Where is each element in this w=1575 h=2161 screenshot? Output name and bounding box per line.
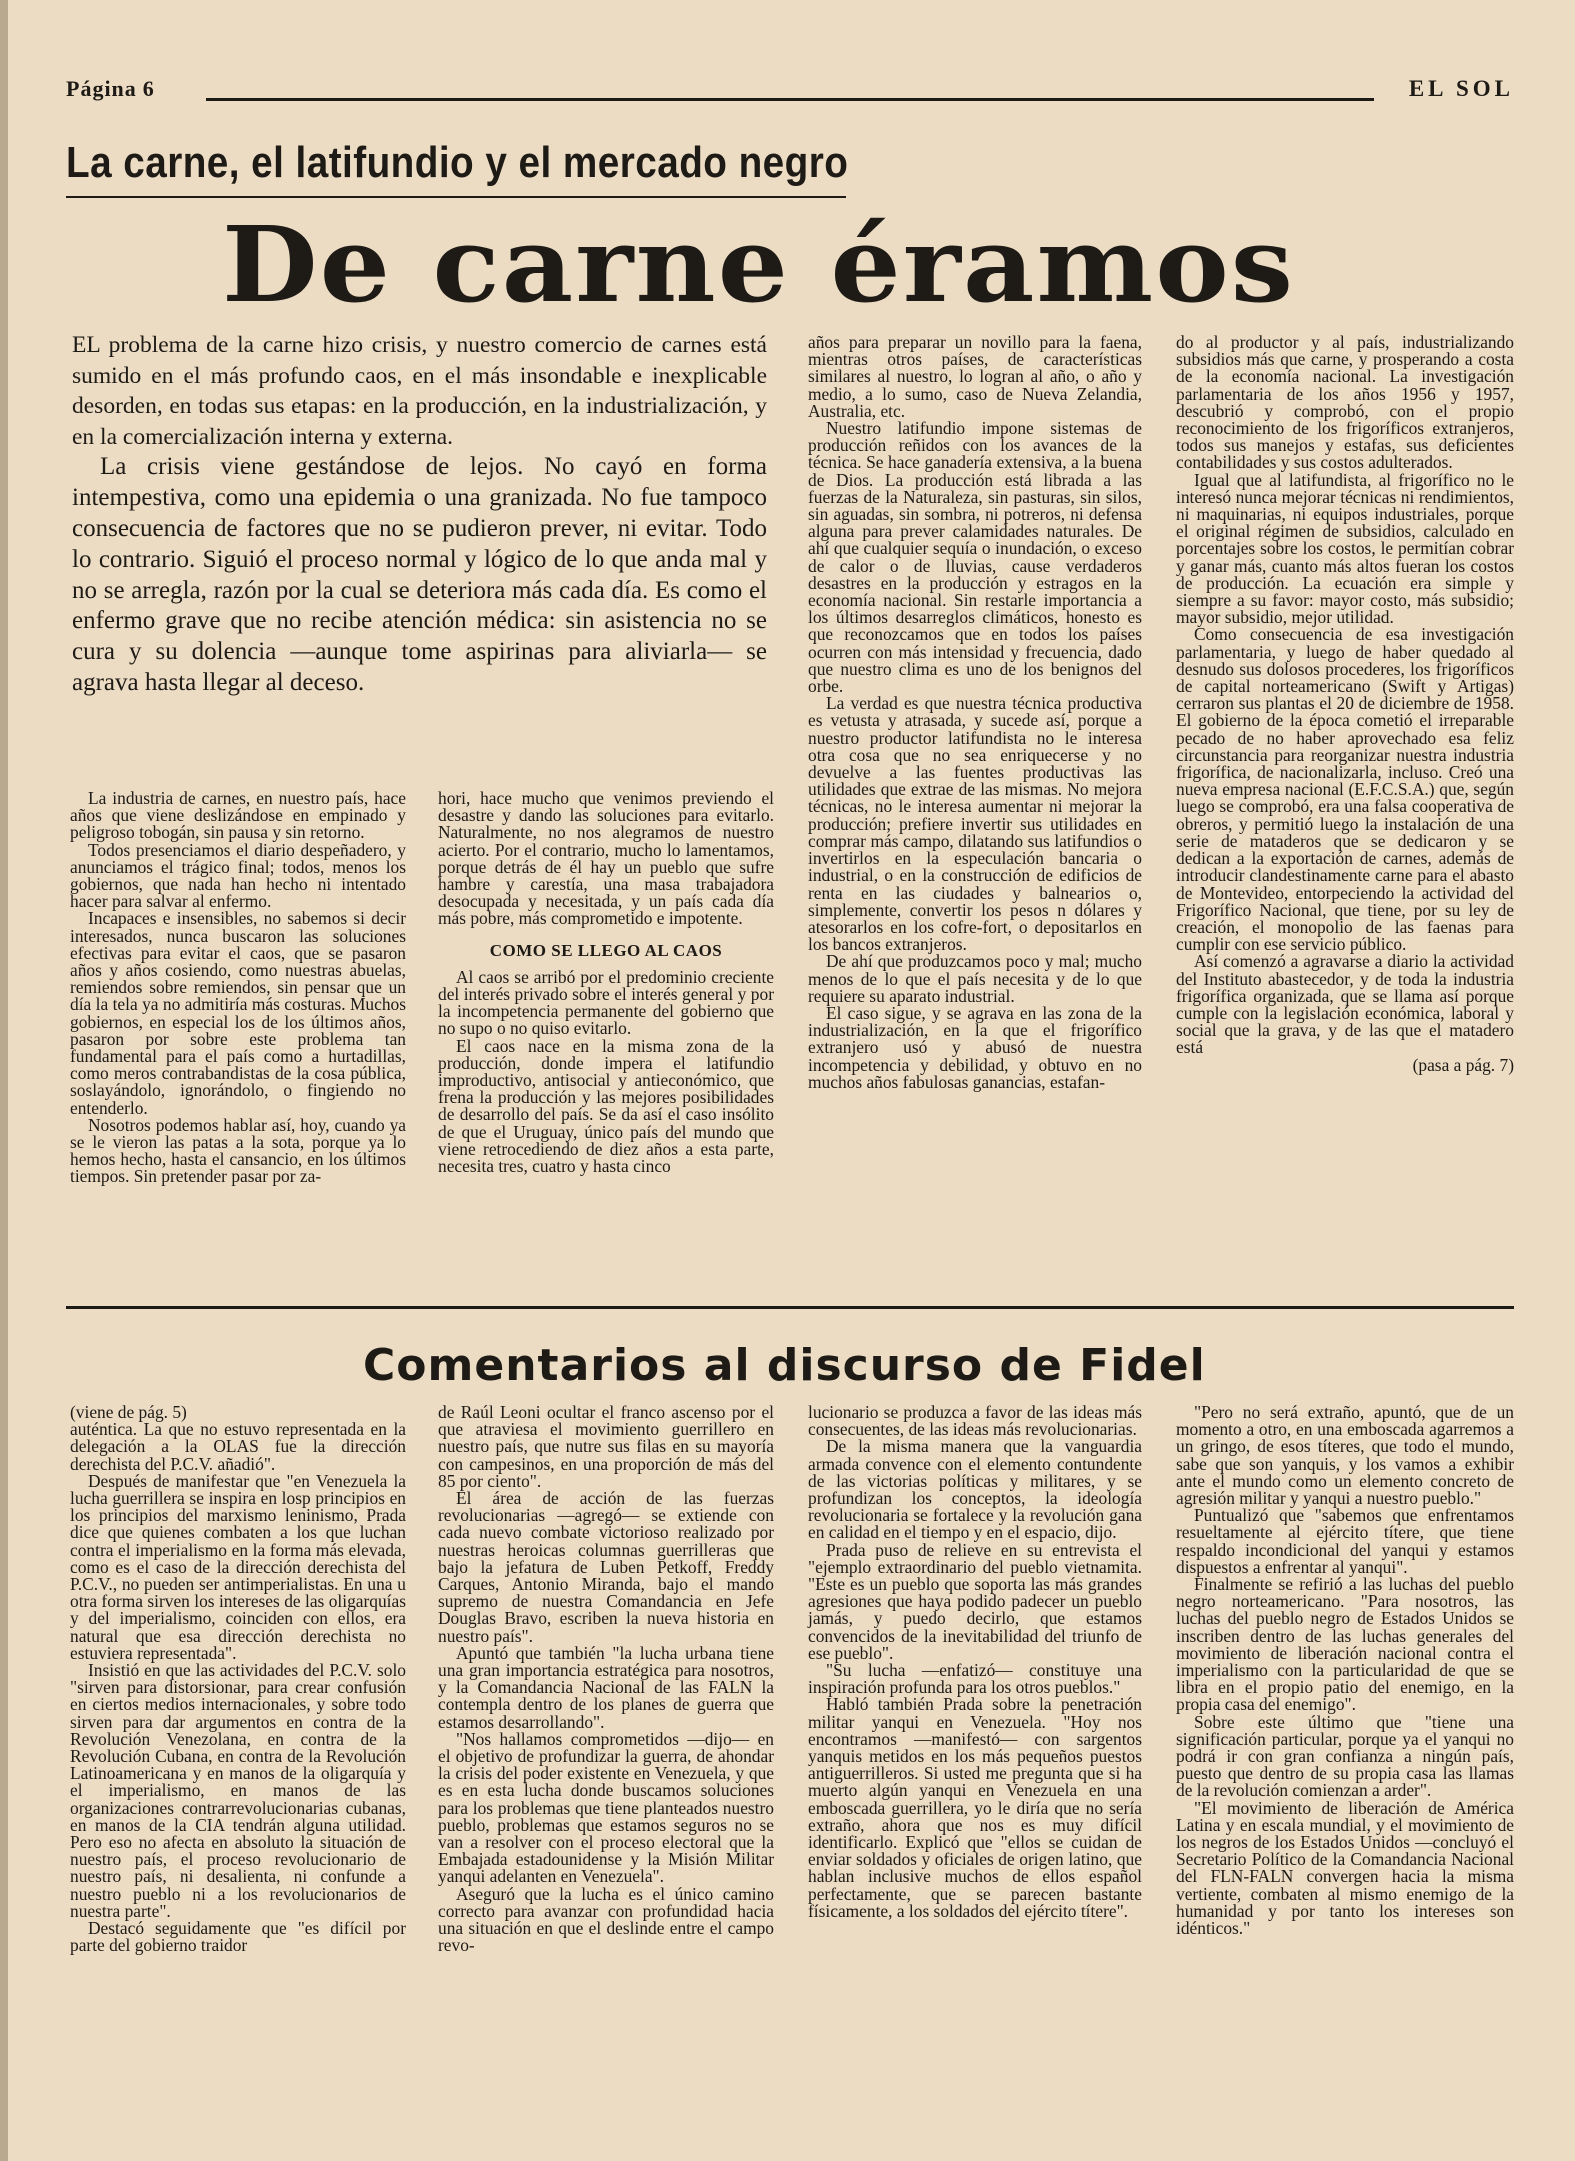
article-column-4 — [1176, 334, 1514, 1074]
paragraph: lucionario se produzca a favor de las ideas más consecuentes, de las ideas más revolucionarias. — [808, 1402, 1142, 1440]
paragraph: La verdad es que nuestra técnica productiva es vetusta y atrasada, y sucede así, porque a nuestro productor latifundista no le interesa otra cosa que no sea enriquecerse y no devuelve a las fuentes productivas las utilidades que extrae de las mismas. No mejora técnicas, no le interesa aumentar ni mejorar la producción; prefiere invertir sus utilidades en comprar más campo, dilatando sus latifundios o invertirlos en la especulación bancaria o industrial, o en la construcción de edificios de renta en las ciudades y balnearios o, simplemente, convertir los pesos n dólares y atesorarlos en los cofre-fort, o depositarlos en los bancos extranjeros. — [808, 693, 1142, 955]
newspaper-name: EL SOL — [1408, 76, 1514, 101]
paragraph: El área de acción de las fuerzas revolucionarias —agregó— se extiende con cada nuevo combate victorioso realizado por nuestras heroicas columnas guerrilleras que bajo la jefatura de Luben Petkoff, Freddy Carques, Antonio Miranda, bajo el mando supremo de nuestra Comandancia en Jefe Douglas Bravo, escriben la nueva historia en nuestro país". — [438, 1488, 774, 1646]
paragraph: El caso sigue, y se agrava en las zona de la industrialización, en la que el frigorífico extranjero usó y abusó de nuestra incompetencia y debilidad, y obtuvo en no muchos años fabulosas ganancias, estafan- — [808, 1002, 1142, 1092]
paragraph: Aseguró que la lucha es el único camino correcto para avanzar con profundidad hacia una situación en que el deslinde entre el campo revo- — [438, 1883, 774, 1956]
paragraph: El caos nace en la misma zona de la producción, donde impera el latifundio improductivo, antisocial y antieconómico, que frena la producción y las mejores posibilidades de desarrollo del país. Se da así el caso insólito de que el Uruguay, único país del mundo que viene retrocediendo de diez años a esta parte, necesita tres, cuatro y hasta cinco — [438, 1035, 774, 1177]
second-article-headline: Comentarios al discurso de Fidel — [363, 1340, 1206, 1391]
paragraph: Después de manifestar que "en Venezuela la lucha guerrillera se inspira en losp principios en los principios del marxismo leninismo, Prada dice que quienes combaten a los que luchan contra el imperialismo en la forma más elevada, como es el caso de la dirección derechista del P.C.V., no pueden ser antimperialistas. En una u otra forma sirven los intereses de las oligarquías y del imperialismo, coinciden con ellos, era natural que esa dirección derechista no estuviera representada". — [70, 1470, 406, 1663]
paragraph: De la misma manera que la vanguardia armada convence con el elemento contundente de las victorias políticas y militares, y se profundizan los conceptos, la ideología revolucionaria se fortalece y la revolución gana en calidad en el tiempo y en el espacio, dijo. — [808, 1436, 1142, 1543]
continued-from-note: (viene de pág. 5) — [70, 1402, 187, 1422]
continued-on-note: (pasa a pág. 7) — [1412, 1054, 1514, 1075]
paragraph: Sobre este último que "tiene una significación particular, porque ya el yanqui no podrá ir con gran confianza a ningún país, puesto que dentro de su propia casa las llamas de la revolución comienzan a arder". — [1176, 1711, 1514, 1801]
article-column-2 — [438, 790, 774, 1175]
page-label — [66, 76, 155, 102]
page-edge — [0, 0, 8, 2161]
paragraph: do al productor y al país, industrializando subsidios más que carne, y prosperando a costa de la economía nacional. La investigación parlamentaria de los años 1956 y 1957, descubrió y comprobó, con el propio reconocimiento de los frigoríficos extranjeros, todos sus manejos y estafas, sus deficientes contabilidades y sus costos adulterados. — [1176, 332, 1514, 473]
second-article-column-2 — [438, 1404, 774, 1955]
article-column-3 — [808, 334, 1142, 1091]
paragraph: Todos presenciamos el diario despeñadero, y anunciamos el trágico final; todos, menos los gobiernos, que nada han hecho ni intentado hacer para salvar al enfermo. — [70, 839, 406, 912]
article-lead — [72, 330, 767, 699]
second-article-column-1 — [70, 1404, 406, 1955]
paragraph: Incapaces e insensibles, no sabemos si decir interesados, nunca buscaron las soluciones efectivas para evitar el caos, que se pasaron años y años cosiendo, como nuestras abuelas, remiendos sobre remiendos, sin pensar que un día la tela ya no admitiría más costuras. Muchos gobiernos, en especial los de los últimos años, pasaron por sobre este problema tan fundamental para el país como a hurtadillas, como meros contrabandistas de la cosa pública, soslayándolo, ignorándolo, o fingiendo no entenderlo. — [70, 908, 406, 1118]
header-rule — [206, 98, 1374, 101]
paragraph: auténtica. La que no estuvo representada en la delegación a la OLAS fue la dirección derechista del P.C.V. añadió". — [70, 1419, 406, 1474]
paragraph: La industria de carnes, en nuestro país, hace años que viene deslizándose en empinado y peligroso tobogán, sin pausa y sin retorno. — [70, 788, 406, 843]
page-header — [66, 76, 1514, 104]
paragraph: Insistió en que las actividades del P.C.V. solo "sirven para distorsionar, para crear confusión en ciertos medios internacionales, y sobre todo sirven para dar argumentos en contra de la Revolución Venezolana, en contra de la Revolución Cubana, en contra de la Revolución Latinoamericana y en manos de la oligarquía y el imperialismo, en manos de las organizaciones contrarrevolucionarias cubanas, en manos de la CIA tendrán alguna utilidad. Pero eso no afecta en absoluto la situación de nuestro país, el proceso revolucionario de nuestro país, ni desalienta, ni confunde a nuestro pueblo ni a los revolucionarios de nuestra parte". — [70, 1660, 406, 1921]
paragraph: Nuestro latifundio impone sistemas de producción reñidos con los avances de la técnica. Se hace ganadería extensiva, a la buena de Dios. La producción está librada a las fuerzas de la Naturaleza, sin pasturas, sin silos, sin aguadas, sin sombra, ni potreros, ni defensa alguna para prever calamidades naturales. De ahí que cualquier sequía o inundación, o exceso de calor o de lluvias, cause verdaderos desastres en la producción y estragos en la economía nacional. Sin restarle importancia a los últimos desarreglos climáticos, honesto es que reconozcamos que en todos los países ocurren con más intensidad y frecuencia, dado que nuestro clima es uno de los benignos del orbe. — [808, 418, 1142, 697]
lead-paragraph: La crisis viene gestándose de lejos. No cayó en forma intempestiva, como una epidemia o una granizada. No fue tampoco consecuencia de factores que no se pudieron prever, ni evitar. Todo lo contrario. Siguió el proceso normal y lógico de lo que anda mal y no se arregla, razón por la cual se deteriora más cada día. Es como el enfermo grave que no recibe atención médica: sin asistencia no se cura y su dolencia —aunque tome aspirinas para aliviarla— se agrava hasta llegar al deceso. — [72, 453, 767, 696]
paragraph: "Pero no será extraño, apuntó, que de un momento a otro, en una emboscada agarremos a un gringo, de esos títeres, que todo el mundo, sabe que son yanquis, y los vamos a exhibir ante el mundo como un elemento concreto de agresión militar y yanqui a nuestro pueblo." — [1176, 1402, 1514, 1509]
paragraph: De ahí que produzcamos poco y mal; mucho menos de lo que el país necesita y de lo que requiere su aparato industrial. — [808, 951, 1142, 1006]
article-headline: De carne éramos — [222, 203, 1296, 326]
page-label-text: Página — [66, 76, 137, 101]
kicker-rule — [66, 196, 846, 198]
paragraph: Prada puso de relieve en su entrevista el "ejemplo extraordinario del pueblo vietnamita. "Este es un pueblo que soporta las más grandes agresiones que haya podido padecer un pueblo jamás, y puedo decirlo, que estamos convencidos de la inevitabilidad del triunfo de ese pueblo". — [808, 1539, 1142, 1663]
page-number: 6 — [142, 76, 155, 101]
paragraph: Apuntó que también "la lucha urbana tiene una gran importancia estratégica para nosotros, y la Comandancia Nacional de las FALN la contempla dentro de los planes de guerra que estamos desarrollando". — [438, 1642, 774, 1732]
paragraph: "Su lucha —enfatizó— constituye una inspiración profunda para los otros pueblos." — [808, 1660, 1142, 1698]
paragraph: hori, hace mucho que venimos previendo el desastre y dando las soluciones para evitarlo. Naturalmente, no nos alegramos de nuestro acierto. Por el contrario, mucho lo lamentamos, porque detrás de él hay un pueblo que sufre hambre y carestía, una masa trabajadora desocupada y necesitada, y un país cada día más pobre, más comprometido e impotente. — [438, 788, 774, 929]
second-article-column-3 — [808, 1404, 1142, 1920]
paragraph: Como consecuencia de esa investigación parlamentaria, y luego de haber quedado al desnudo sus dolosos procederes, los frigoríficos de capital norteamericano (Swift y Artigas) cerraron sus plantas el 20 de diciembre de 1958. El gobierno de la época cometió el irreparable pecado de no haber aprovechado esa feliz circunstancia para reorganizar nuestra industria frigorífica, de nacionalizarla, incluso. Creó una nueva empresa nacional (E.F.C.S.A.) que, según luego se comprobó, era una falsa cooperativa de obreros, y permitió luego la instalación de una serie de mataderos que se dedicaron y se dedican a la exportación de carnes, además de introducir clandestinamente carne para el abasto de Montevideo, entorpeciendo la actividad del Frigorífico Nacional, que tiene, por su ley de creación, el monopolio de las faenas para cumplir con ese servicio público. — [1176, 624, 1514, 955]
section-divider — [66, 1306, 1514, 1309]
paragraph: "Nos hallamos comprometidos —dijo— en el objetivo de profundizar la guerra, de ahondar la crisis del poder existente en Venezuela, y que es en esta lucha donde buscamos soluciones para los problemas que tiene planteados nuestro pueblo, problemas que estamos seguros no se van a resolver con el proceso electoral que la Embajada estadounidense y la Misión Militar yanqui adelanten en Venezuela". — [438, 1728, 774, 1887]
paragraph: Así comenzó a agravarse a diario la actividad del Instituto abastecedor, y de toda la industria frigorífica organizada, que se llama así porque cumple con la legislación económica, laboral y social que la grava, y de las que el matadero está — [1176, 951, 1514, 1058]
paragraph: Igual que al latifundista, al frigorífico no le interesó nunca mejorar técnicas ni rendimientos, ni maquinarias, ni equipos industriales, porque el original régimen de subsidios, calculado en porcentajes sobre los costos, le permitían cobrar y ganar más, cuanto más altos fueran los costos de producción. La ecuación era simple y siempre a su favor: mayor costo, más subsidio; mayor subsidio, mejor utilidad. — [1176, 469, 1514, 628]
section-subhead: COMO SE LLEGO AL CAOS — [489, 940, 723, 960]
paragraph: Nosotros podemos hablar así, hoy, cuando ya se le vieron las patas a la sota, porque ya lo hemos hecho, hasta el cansancio, en los últimos tiempos. Sin pretender pasar por za- — [70, 1114, 406, 1187]
second-article-column-4 — [1176, 1404, 1514, 1937]
paragraph: "El movimiento de liberación de América Latina y en escala mundial, y el movimiento de los negros de los Estados Unidos —concluyó el Secretario Político de la Comandancia Nacional del FLN-FALN convergen hacia la misma vertiente, combaten al mismo enemigo de la humanidad y por tanto los intereses son idénticos." — [1176, 1797, 1514, 1939]
paragraph: Habló también Prada sobre la penetración militar yanqui en Venezuela. "Hoy nos encontramos —manifestó— con sargentos yanquis metidos en los más pequeños puestos antiguerrilleros. Si usted me pregunta que si ha muerto algún yanqui en Venezuela en una emboscada guerrillera, yo le diría que no sería extraño, ahora que nos es muy difícil identificarlo. Explicó que "ellos se cuidan de enviar soldados y oficiales de origen latino, que hablan inclusive muchos de ellos español perfectamente, que se parecen bastante físicamente, a los soldados del ejército títere". — [808, 1694, 1142, 1921]
article-kicker: La carne, el latifundio y el mercado negro — [66, 138, 849, 187]
paragraph: Puntualizó que "sabemos que enfrentamos resueltamente al ejército títere, que tiene respaldo incondicional del yanqui y estamos dispuestos a enfrentar al yanqui". — [1176, 1505, 1514, 1577]
paragraph: años para preparar un novillo para la faena, mientras otros países, de características similares al nuestro, lo logran al año, o año y medio, a lo sumo, caso de Nueva Zelandia, Australia, etc. — [808, 332, 1142, 421]
lead-paragraph: EL problema de la carne hizo crisis, y nuestro comercio de carnes está sumido en el más profundo caos, en el más insondable e inexplicable desorden, en todas sus etapas: en la producción, en la industrialización, y en la comercialización interna y externa. — [72, 332, 767, 450]
paragraph: de Raúl Leoni ocultar el franco ascenso por el que atraviesa el movimiento guerrillero en nuestro país, que nutre sus filas en su mayoría con campesinos, en una proporción de más del 85 por ciento". — [438, 1402, 774, 1491]
paragraph: Destacó seguidamente que "es difícil por parte del gobierno traidor — [70, 1918, 406, 1956]
paragraph: Finalmente se refirió a las luchas del pueblo negro norteamericano. "Para nosotros, las luchas del pueblo negro de Estados Unidos se inscriben dentro de las luchas generales del movimiento de liberación nacional contra el imperialismo con la particularidad de que se libra en el propio patio del enemigo, en la propia casa del enemigo". — [1176, 1574, 1514, 1715]
paragraph: Al caos se arribó por el predominio creciente del interés privado sobre el interés general y por la incompetencia permanente del gobierno que no supo o no quiso evitarlo. — [438, 966, 774, 1039]
article-column-1 — [70, 790, 406, 1186]
